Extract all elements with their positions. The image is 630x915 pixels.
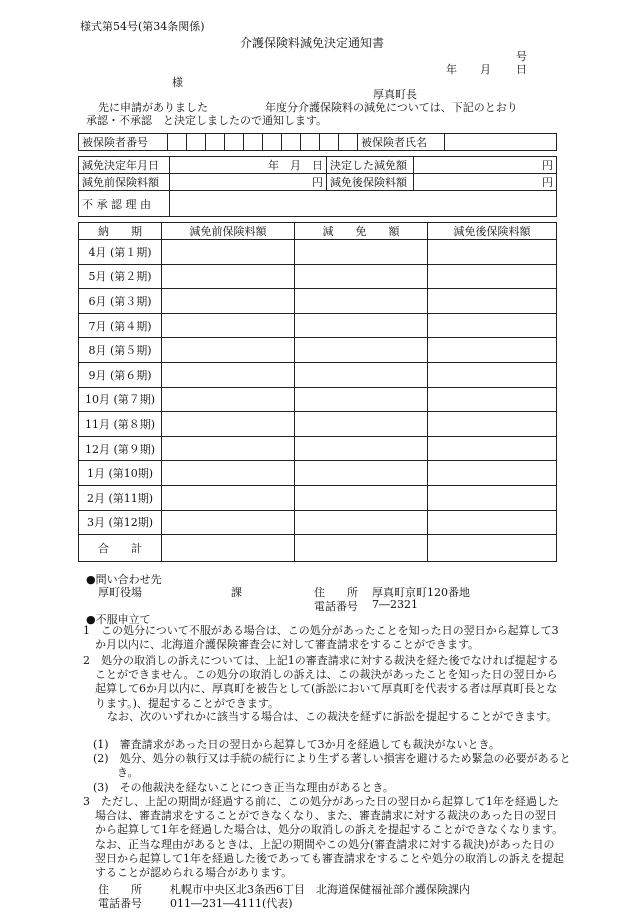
insured-number-digit[interactable] [206,134,225,151]
schedule-period-label: 11月 (第８期) [79,412,162,437]
contact-address-label: 住 所 [314,586,358,599]
insured-number-digit[interactable] [168,134,187,151]
document-title: 介護保険料減免決定通知書 [240,36,385,50]
before-amount-field[interactable]: 円 [170,174,327,191]
schedule-before-cell[interactable] [162,485,295,510]
appeal-phone-label: 電話番号 [98,897,142,910]
schedule-row [79,338,557,363]
insured-number-digit[interactable] [301,134,320,151]
schedule-period-label: 1月 (第10期) [79,461,162,486]
schedule-before-cell[interactable] [162,387,295,412]
addressee-suffix: 様 [172,76,183,89]
insured-number-digit[interactable] [282,134,301,151]
schedule-after-cell[interactable] [428,485,557,510]
schedule-before-cell[interactable] [162,240,295,265]
schedule-reduction-cell[interactable] [295,362,428,387]
schedule-period-label: 2月 (第11期) [79,485,162,510]
intro-text-b: 年度分介護保険料の減免については、下記のとおり [265,101,518,114]
date-month-label: 月 [480,63,491,76]
schedule-after-cell[interactable] [428,510,557,535]
schedule-header-before: 減免前保険料額 [162,223,295,240]
schedule-reduction-cell[interactable] [295,387,428,412]
schedule-after-cell[interactable] [428,436,557,461]
schedule-reduction-cell[interactable] [295,412,428,437]
appeal-item-2-note: なお、次のいずれかに該当する場合は、この裁決を経ずに訴訟を提起することができます。 [107,710,558,723]
appeal-item-3: 3 ただし、上記の期間が経過する前に、この処分があった日の翌日から起算して1年を経過した場合は、審査請求をすることができなくなり、また、審査請求に対する裁決のあった日の翌日から起算して1年を経過した場合は、処分の取消しの訴えを提起することができなくなります。なお、正当な理由があるときは、上記の期間やこの処分(審査請求に対する裁決)があった日の翌日から起算して1年を経過した後であっても審査請求をすることや処分の取消しの訴えを提起することが認められる場合があります。 [83,795,564,880]
contact-office: 厚町役場 [98,586,142,599]
issuer: 厚真町長 [373,88,417,101]
insured-number-label: 被保険者番号 [79,134,168,151]
schedule-before-cell[interactable] [162,461,295,486]
schedule-before-cell[interactable] [162,289,295,314]
schedule-reduction-cell[interactable] [295,240,428,265]
document-number-label: 号 [516,50,527,63]
decision-date-label: 減免決定年月日 [79,157,170,174]
schedule-reduction-cell[interactable] [295,535,428,562]
schedule-before-cell[interactable] [162,412,295,437]
appeal-address: 札幌市中央区北3条西6丁目 北海道保健福祉部介護保険課内 [170,883,470,896]
schedule-header-after: 減免後保険料額 [428,223,557,240]
contact-phone-label: 電話番号 [314,600,358,613]
date-day-label: 日 [516,63,527,76]
schedule-after-cell[interactable] [428,387,557,412]
schedule-before-cell[interactable] [162,313,295,338]
schedule-after-cell[interactable] [428,313,557,338]
contact-address: 厚真町京町120番地 [372,586,470,599]
schedule-table [78,222,557,562]
schedule-row [79,510,557,535]
schedule-after-cell[interactable] [428,461,557,486]
insured-number-digit[interactable] [244,134,263,151]
decided-amount-field[interactable]: 円 [414,157,557,174]
reject-reason-field[interactable] [170,191,557,217]
appeal-heading: ●不服申立て [86,613,151,626]
appeal-sub-1: (1) 審査請求があった日の翌日から起算して3か月を経過しても裁決がないとき。 [93,738,501,751]
decided-amount-label: 決定した減免額 [327,157,414,174]
schedule-row [79,289,557,314]
schedule-row [79,313,557,338]
schedule-header-period: 納 期 [79,223,162,240]
schedule-after-cell[interactable] [428,362,557,387]
schedule-reduction-cell[interactable] [295,461,428,486]
schedule-after-cell[interactable] [428,289,557,314]
schedule-row [79,436,557,461]
schedule-period-label: 6月 (第３期) [79,289,162,314]
insured-name-field[interactable] [445,134,557,151]
insured-number-digit[interactable] [187,134,206,151]
schedule-row [79,461,557,486]
appeal-item-2: 2 処分の取消しの訴えについては、上記1の審査請求に対する裁決を経た後でなければ提起することができません。この処分の取消しの訴えは、この裁決があったことを知った日の翌日から起算して6か月以内に、厚真町を被告として(訴訟において厚真町を代表する者は厚真町長となります。)、提起することができます。 [83,654,559,710]
after-amount-field[interactable]: 円 [414,174,557,191]
schedule-row [79,362,557,387]
schedule-total-label: 合 計 [79,535,162,562]
schedule-period-label: 7月 (第４期) [79,313,162,338]
insured-number-digit[interactable] [225,134,244,151]
contact-heading: ●問い合わせ先 [86,573,162,586]
before-amount-label: 減免前保険料額 [79,174,170,191]
intro-text-c: 承認・不承認 と決定しましたので通知します。 [86,114,328,127]
insured-number-digit[interactable] [263,134,282,151]
date-year-label: 年 [446,63,457,76]
form-label: 様式第54号(第34条関係) [80,20,205,33]
schedule-row [79,387,557,412]
schedule-before-cell[interactable] [162,436,295,461]
schedule-before-cell[interactable] [162,338,295,363]
schedule-period-label: 8月 (第５期) [79,338,162,363]
schedule-reduction-cell[interactable] [295,313,428,338]
schedule-period-label: 3月 (第12期) [79,510,162,535]
insured-table [78,133,557,151]
appeal-item-1: 1 この処分について不服がある場合は、この処分があったことを知った日の翌日から起算して3か月以内に、北海道介護保険審査会に対して審査請求をすることができます。 [83,624,559,652]
schedule-reduction-cell[interactable] [295,289,428,314]
insured-number-digit[interactable] [339,134,358,151]
schedule-before-cell[interactable] [162,264,295,289]
schedule-after-cell[interactable] [428,240,557,265]
schedule-row [79,264,557,289]
appeal-sub-3: (3) その他裁決を経ないことにつき正当な理由があるとき。 [93,781,394,794]
schedule-after-cell[interactable] [428,535,557,562]
insured-name-label: 被保険者氏名 [358,134,445,151]
appeal-sub-2: (2) 処分、処分の執行又は手続の続行により生ずる著しい損害を避けるため緊急の必要があるとき。 [93,752,571,780]
schedule-reduction-cell[interactable] [295,264,428,289]
schedule-row [79,412,557,437]
schedule-before-cell[interactable] [162,510,295,535]
schedule-row [79,485,557,510]
schedule-before-cell[interactable] [162,362,295,387]
schedule-row [79,240,557,265]
contact-section: 課 [231,586,242,599]
schedule-after-cell[interactable] [428,264,557,289]
after-amount-label: 減免後保険料額 [327,174,414,191]
schedule-after-cell[interactable] [428,338,557,363]
reject-reason-label: 不 承 認 理 由 [79,191,170,217]
schedule-period-label: 10月 (第７期) [79,387,162,412]
contact-phone: 7―2321 [372,598,418,611]
schedule-period-label: 12月 (第９期) [79,436,162,461]
schedule-reduction-cell[interactable] [295,510,428,535]
schedule-total-row [79,535,557,562]
schedule-period-label: 9月 (第６期) [79,362,162,387]
appeal-address-label: 住 所 [98,883,142,896]
intro-text-a: 先に申請がありました [98,101,208,114]
schedule-reduction-cell[interactable] [295,338,428,363]
schedule-period-label: 5月 (第２期) [79,264,162,289]
schedule-before-cell[interactable] [162,535,295,562]
decision-table [78,156,557,217]
insured-number-digit[interactable] [320,134,339,151]
schedule-header-reduction: 減 免 額 [295,223,428,240]
schedule-period-label: 4月 (第１期) [79,240,162,265]
schedule-reduction-cell[interactable] [295,485,428,510]
schedule-after-cell[interactable] [428,412,557,437]
schedule-reduction-cell[interactable] [295,436,428,461]
decision-date-field[interactable]: 年 月 日 [170,157,327,174]
appeal-phone: 011―231―4111(代表) [170,897,293,910]
